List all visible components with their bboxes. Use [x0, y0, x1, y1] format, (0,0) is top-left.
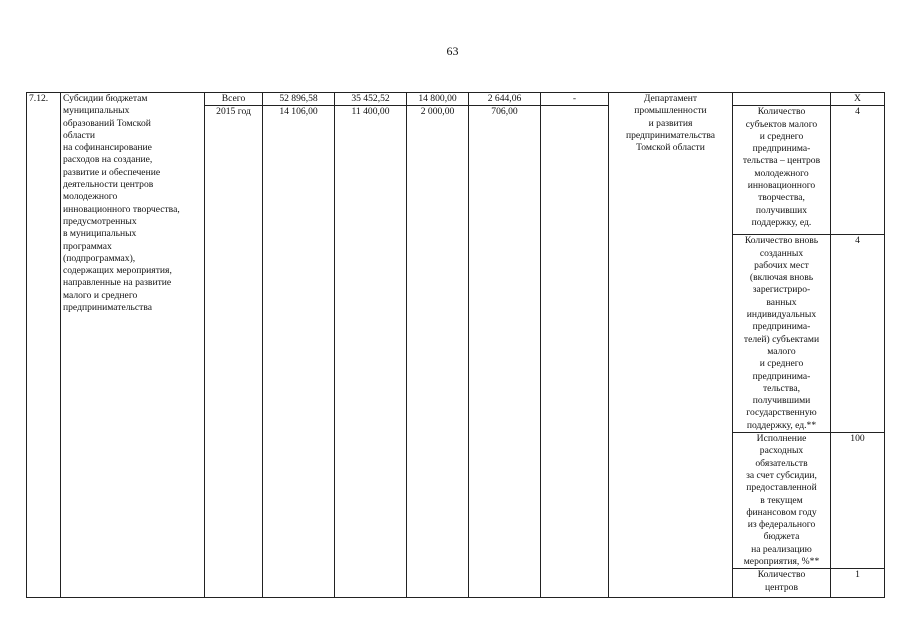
period-total: Всего: [205, 93, 263, 106]
indicator-value: 4: [831, 106, 885, 235]
indicator-value: 4: [831, 235, 885, 433]
row-index: 7.12.: [27, 93, 61, 598]
total-all: 52 896,58: [263, 93, 335, 106]
indicator-name: Количество вновь созданных рабочих мест (включая вновь зарегистриро- ванных индивидуальных предпринима- телей) субъектами малого и среднего предпринима- тельства, получившими государственную поддержку, ед.**: [733, 235, 831, 433]
y2015-local: 706,00: [469, 106, 541, 598]
indicator-name: Исполнение расходных обязательств за счет субсидии, предоставленной в текущем финансовом году из федерального бюджета на реализацию мероприятия, %**: [733, 433, 831, 569]
indicator-total-name: [733, 93, 831, 106]
indicator-value: 100: [831, 433, 885, 569]
total-local: 2 644,06: [469, 93, 541, 106]
indicator-value: 1: [831, 569, 885, 598]
page-number: 63: [446, 44, 459, 58]
y2015-federal: 11 400,00: [335, 106, 407, 598]
total-federal: 35 452,52: [335, 93, 407, 106]
y2015-regional: 2 000,00: [407, 106, 469, 598]
program-table: [26, 92, 885, 598]
indicator-name: Количество центров: [733, 569, 831, 598]
row-name: Субсидии бюджетам муниципальных образований Томской области на софинансирование расходов на создание, развитие и обеспечение деятельности центров молодежного инновационного творчества, предусмотренных в муниципальных программах (подпрограммах), содержащих мероприятия, направленные на развитие малого и среднего предпринимательства: [61, 93, 205, 598]
y2015-all: 14 106,00: [263, 106, 335, 598]
total-regional: 14 800,00: [407, 93, 469, 106]
indicator-name: Количество субъектов малого и среднего предпринима- тельства – центров молодежного инновационного творчества, получивших поддержку, ед.: [733, 106, 831, 235]
period-year: 2015 год: [205, 106, 263, 598]
executor: Департамент промышленности и развития предпринимательства Томской области: [609, 93, 733, 598]
total-other: -: [541, 93, 609, 106]
y2015-other: [541, 106, 609, 598]
indicator-total-value: X: [831, 93, 885, 106]
table-row-total: [27, 93, 885, 106]
